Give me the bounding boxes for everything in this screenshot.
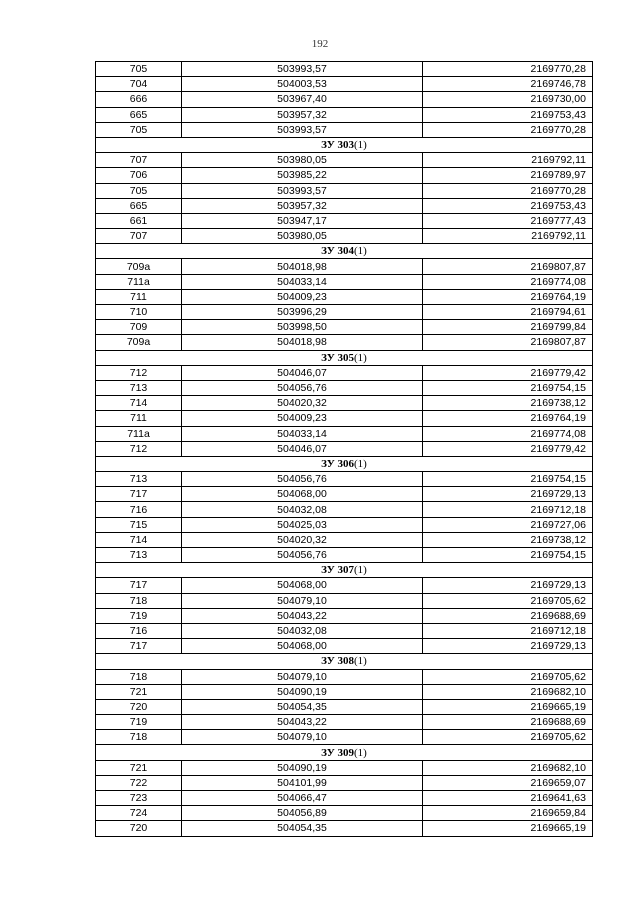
y-coordinate-cell: 2169659,84 bbox=[423, 806, 593, 821]
table-row bbox=[96, 441, 593, 456]
table-row bbox=[96, 62, 593, 77]
point-number-cell: 718 bbox=[96, 593, 182, 608]
point-number-cell: 711а bbox=[96, 274, 182, 289]
table-row bbox=[96, 730, 593, 745]
table-row bbox=[96, 760, 593, 775]
section-header-row bbox=[96, 456, 593, 471]
x-coordinate-cell: 503993,57 bbox=[182, 62, 423, 77]
coordinates-table bbox=[95, 61, 593, 837]
x-coordinate-cell: 504056,76 bbox=[182, 380, 423, 395]
x-coordinate-cell: 504003,53 bbox=[182, 77, 423, 92]
section-header-cell bbox=[96, 654, 593, 669]
table-row bbox=[96, 502, 593, 517]
x-coordinate-cell: 503985,22 bbox=[182, 168, 423, 183]
point-number-cell: 704 bbox=[96, 77, 182, 92]
y-coordinate-cell: 2169807,87 bbox=[423, 335, 593, 350]
x-coordinate-cell: 504090,19 bbox=[182, 760, 423, 775]
point-number-cell: 705 bbox=[96, 62, 182, 77]
point-number-cell: 711а bbox=[96, 426, 182, 441]
table-row bbox=[96, 578, 593, 593]
x-coordinate-cell: 504068,00 bbox=[182, 639, 423, 654]
section-header-row bbox=[96, 350, 593, 365]
y-coordinate-cell: 2169712,18 bbox=[423, 502, 593, 517]
x-coordinate-cell: 504046,07 bbox=[182, 365, 423, 380]
x-coordinate-cell: 504068,00 bbox=[182, 487, 423, 502]
y-coordinate-cell: 2169779,42 bbox=[423, 441, 593, 456]
y-coordinate-cell: 2169770,28 bbox=[423, 62, 593, 77]
x-coordinate-cell: 503993,57 bbox=[182, 122, 423, 137]
y-coordinate-cell: 2169774,08 bbox=[423, 274, 593, 289]
table-row bbox=[96, 623, 593, 638]
point-number-cell: 722 bbox=[96, 775, 182, 790]
point-number-cell: 724 bbox=[96, 806, 182, 821]
section-header-cell bbox=[96, 456, 593, 471]
y-coordinate-cell: 2169738,12 bbox=[423, 396, 593, 411]
table-row bbox=[96, 472, 593, 487]
point-number-cell: 715 bbox=[96, 517, 182, 532]
section-title-suffix: (1) bbox=[354, 351, 367, 364]
x-coordinate-cell: 504018,98 bbox=[182, 335, 423, 350]
section-header-row bbox=[96, 745, 593, 760]
section-header-cell bbox=[96, 350, 593, 365]
x-coordinate-cell: 504033,14 bbox=[182, 426, 423, 441]
section-header-row bbox=[96, 137, 593, 152]
table-row bbox=[96, 92, 593, 107]
section-title: ЗУ 304 bbox=[321, 245, 355, 258]
section-title: ЗУ 306 bbox=[321, 457, 355, 470]
point-number-cell: 665 bbox=[96, 107, 182, 122]
y-coordinate-cell: 2169764,19 bbox=[423, 289, 593, 304]
section-title: ЗУ 305 bbox=[321, 351, 355, 364]
table-row bbox=[96, 487, 593, 502]
y-coordinate-cell: 2169729,13 bbox=[423, 578, 593, 593]
y-coordinate-cell: 2169754,15 bbox=[423, 380, 593, 395]
table-row bbox=[96, 229, 593, 244]
x-coordinate-cell: 504068,00 bbox=[182, 578, 423, 593]
table-row bbox=[96, 548, 593, 563]
section-header-cell bbox=[96, 563, 593, 578]
point-number-cell: 711 bbox=[96, 411, 182, 426]
x-coordinate-cell: 504025,03 bbox=[182, 517, 423, 532]
table-row bbox=[96, 365, 593, 380]
y-coordinate-cell: 2169746,78 bbox=[423, 77, 593, 92]
table-row bbox=[96, 532, 593, 547]
x-coordinate-cell: 504043,22 bbox=[182, 715, 423, 730]
x-coordinate-cell: 504079,10 bbox=[182, 669, 423, 684]
table-row bbox=[96, 517, 593, 532]
section-title: ЗУ 307 bbox=[321, 564, 355, 577]
point-number-cell: 710 bbox=[96, 305, 182, 320]
y-coordinate-cell: 2169705,62 bbox=[423, 669, 593, 684]
point-number-cell: 709 bbox=[96, 320, 182, 335]
point-number-cell: 713 bbox=[96, 548, 182, 563]
x-coordinate-cell: 504066,47 bbox=[182, 791, 423, 806]
y-coordinate-cell: 2169764,19 bbox=[423, 411, 593, 426]
y-coordinate-cell: 2169688,69 bbox=[423, 715, 593, 730]
y-coordinate-cell: 2169665,19 bbox=[423, 821, 593, 836]
table-row bbox=[96, 289, 593, 304]
section-header-row bbox=[96, 654, 593, 669]
point-number-cell: 720 bbox=[96, 821, 182, 836]
y-coordinate-cell: 2169753,43 bbox=[423, 107, 593, 122]
table-row bbox=[96, 259, 593, 274]
section-title-suffix: (1) bbox=[354, 457, 367, 470]
table-row bbox=[96, 775, 593, 790]
table-row bbox=[96, 380, 593, 395]
y-coordinate-cell: 2169659,07 bbox=[423, 775, 593, 790]
point-number-cell: 712 bbox=[96, 365, 182, 380]
section-header-cell bbox=[96, 745, 593, 760]
y-coordinate-cell: 2169807,87 bbox=[423, 259, 593, 274]
point-number-cell: 712 bbox=[96, 441, 182, 456]
section-header-cell bbox=[96, 137, 593, 152]
point-number-cell: 714 bbox=[96, 396, 182, 411]
point-number-cell: 705 bbox=[96, 183, 182, 198]
y-coordinate-cell: 2169792,11 bbox=[423, 153, 593, 168]
table-row bbox=[96, 608, 593, 623]
x-coordinate-cell: 504020,32 bbox=[182, 396, 423, 411]
point-number-cell: 665 bbox=[96, 198, 182, 213]
table-row bbox=[96, 396, 593, 411]
point-number-cell: 706 bbox=[96, 168, 182, 183]
y-coordinate-cell: 2169754,15 bbox=[423, 472, 593, 487]
table-row bbox=[96, 684, 593, 699]
table-row bbox=[96, 669, 593, 684]
x-coordinate-cell: 503947,17 bbox=[182, 213, 423, 228]
table-row bbox=[96, 411, 593, 426]
x-coordinate-cell: 503967,40 bbox=[182, 92, 423, 107]
point-number-cell: 716 bbox=[96, 623, 182, 638]
y-coordinate-cell: 2169779,42 bbox=[423, 365, 593, 380]
x-coordinate-cell: 504033,14 bbox=[182, 274, 423, 289]
x-coordinate-cell: 503957,32 bbox=[182, 107, 423, 122]
x-coordinate-cell: 504079,10 bbox=[182, 730, 423, 745]
point-number-cell: 716 bbox=[96, 502, 182, 517]
table-row bbox=[96, 183, 593, 198]
table-row bbox=[96, 77, 593, 92]
table-row bbox=[96, 821, 593, 836]
x-coordinate-cell: 503996,29 bbox=[182, 305, 423, 320]
x-coordinate-cell: 504009,23 bbox=[182, 411, 423, 426]
x-coordinate-cell: 504056,76 bbox=[182, 472, 423, 487]
y-coordinate-cell: 2169730,00 bbox=[423, 92, 593, 107]
table-row bbox=[96, 213, 593, 228]
point-number-cell: 717 bbox=[96, 639, 182, 654]
point-number-cell: 720 bbox=[96, 699, 182, 714]
point-number-cell: 723 bbox=[96, 791, 182, 806]
point-number-cell: 719 bbox=[96, 715, 182, 730]
y-coordinate-cell: 2169794,61 bbox=[423, 305, 593, 320]
point-number-cell: 721 bbox=[96, 684, 182, 699]
x-coordinate-cell: 504043,22 bbox=[182, 608, 423, 623]
section-title: ЗУ 309 bbox=[321, 746, 355, 759]
x-coordinate-cell: 504018,98 bbox=[182, 259, 423, 274]
x-coordinate-cell: 503998,50 bbox=[182, 320, 423, 335]
section-title-suffix: (1) bbox=[354, 655, 367, 668]
table-row bbox=[96, 320, 593, 335]
point-number-cell: 721 bbox=[96, 760, 182, 775]
point-number-cell: 718 bbox=[96, 669, 182, 684]
y-coordinate-cell: 2169777,43 bbox=[423, 213, 593, 228]
x-coordinate-cell: 504090,19 bbox=[182, 684, 423, 699]
y-coordinate-cell: 2169705,62 bbox=[423, 593, 593, 608]
point-number-cell: 707 bbox=[96, 153, 182, 168]
table-row bbox=[96, 699, 593, 714]
y-coordinate-cell: 2169770,28 bbox=[423, 122, 593, 137]
section-title: ЗУ 303 bbox=[321, 139, 355, 152]
table-row bbox=[96, 305, 593, 320]
point-number-cell: 707 bbox=[96, 229, 182, 244]
y-coordinate-cell: 2169705,62 bbox=[423, 730, 593, 745]
page-number: 192 bbox=[311, 38, 329, 50]
point-number-cell: 719 bbox=[96, 608, 182, 623]
x-coordinate-cell: 504032,08 bbox=[182, 623, 423, 638]
y-coordinate-cell: 2169792,11 bbox=[423, 229, 593, 244]
y-coordinate-cell: 2169729,13 bbox=[423, 639, 593, 654]
point-number-cell: 661 bbox=[96, 213, 182, 228]
point-number-cell: 718 bbox=[96, 730, 182, 745]
y-coordinate-cell: 2169727,06 bbox=[423, 517, 593, 532]
y-coordinate-cell: 2169665,19 bbox=[423, 699, 593, 714]
table-row bbox=[96, 168, 593, 183]
point-number-cell: 709а bbox=[96, 335, 182, 350]
section-title: ЗУ 308 bbox=[321, 655, 355, 668]
table-row bbox=[96, 107, 593, 122]
table-row bbox=[96, 791, 593, 806]
y-coordinate-cell: 2169753,43 bbox=[423, 198, 593, 213]
point-number-cell: 714 bbox=[96, 532, 182, 547]
section-header-row bbox=[96, 563, 593, 578]
table-row bbox=[96, 198, 593, 213]
section-title-suffix: (1) bbox=[354, 245, 367, 258]
x-coordinate-cell: 504020,32 bbox=[182, 532, 423, 547]
point-number-cell: 709а bbox=[96, 259, 182, 274]
table-row bbox=[96, 335, 593, 350]
x-coordinate-cell: 504079,10 bbox=[182, 593, 423, 608]
point-number-cell: 717 bbox=[96, 578, 182, 593]
table-row bbox=[96, 639, 593, 654]
y-coordinate-cell: 2169789,97 bbox=[423, 168, 593, 183]
table-row bbox=[96, 274, 593, 289]
table-row bbox=[96, 715, 593, 730]
y-coordinate-cell: 2169754,15 bbox=[423, 548, 593, 563]
x-coordinate-cell: 503957,32 bbox=[182, 198, 423, 213]
y-coordinate-cell: 2169729,13 bbox=[423, 487, 593, 502]
x-coordinate-cell: 504056,89 bbox=[182, 806, 423, 821]
y-coordinate-cell: 2169770,28 bbox=[423, 183, 593, 198]
section-header-cell bbox=[96, 244, 593, 259]
point-number-cell: 713 bbox=[96, 472, 182, 487]
point-number-cell: 711 bbox=[96, 289, 182, 304]
x-coordinate-cell: 503980,05 bbox=[182, 153, 423, 168]
x-coordinate-cell: 504054,35 bbox=[182, 821, 423, 836]
y-coordinate-cell: 2169682,10 bbox=[423, 760, 593, 775]
section-header-row bbox=[96, 244, 593, 259]
y-coordinate-cell: 2169641,63 bbox=[423, 791, 593, 806]
x-coordinate-cell: 504056,76 bbox=[182, 548, 423, 563]
x-coordinate-cell: 504054,35 bbox=[182, 699, 423, 714]
y-coordinate-cell: 2169688,69 bbox=[423, 608, 593, 623]
x-coordinate-cell: 504101,99 bbox=[182, 775, 423, 790]
section-title-suffix: (1) bbox=[354, 746, 367, 759]
y-coordinate-cell: 2169738,12 bbox=[423, 532, 593, 547]
y-coordinate-cell: 2169682,10 bbox=[423, 684, 593, 699]
table-row bbox=[96, 122, 593, 137]
x-coordinate-cell: 504046,07 bbox=[182, 441, 423, 456]
x-coordinate-cell: 504009,23 bbox=[182, 289, 423, 304]
table-row bbox=[96, 426, 593, 441]
point-number-cell: 705 bbox=[96, 122, 182, 137]
x-coordinate-cell: 504032,08 bbox=[182, 502, 423, 517]
section-title-suffix: (1) bbox=[354, 564, 367, 577]
table-row bbox=[96, 593, 593, 608]
table-row bbox=[96, 806, 593, 821]
y-coordinate-cell: 2169774,08 bbox=[423, 426, 593, 441]
x-coordinate-cell: 503980,05 bbox=[182, 229, 423, 244]
y-coordinate-cell: 2169799,84 bbox=[423, 320, 593, 335]
x-coordinate-cell: 503993,57 bbox=[182, 183, 423, 198]
point-number-cell: 713 bbox=[96, 380, 182, 395]
y-coordinate-cell: 2169712,18 bbox=[423, 623, 593, 638]
table-row bbox=[96, 153, 593, 168]
coordinates-table-body bbox=[96, 62, 593, 837]
point-number-cell: 666 bbox=[96, 92, 182, 107]
point-number-cell: 717 bbox=[96, 487, 182, 502]
section-title-suffix: (1) bbox=[354, 139, 367, 152]
